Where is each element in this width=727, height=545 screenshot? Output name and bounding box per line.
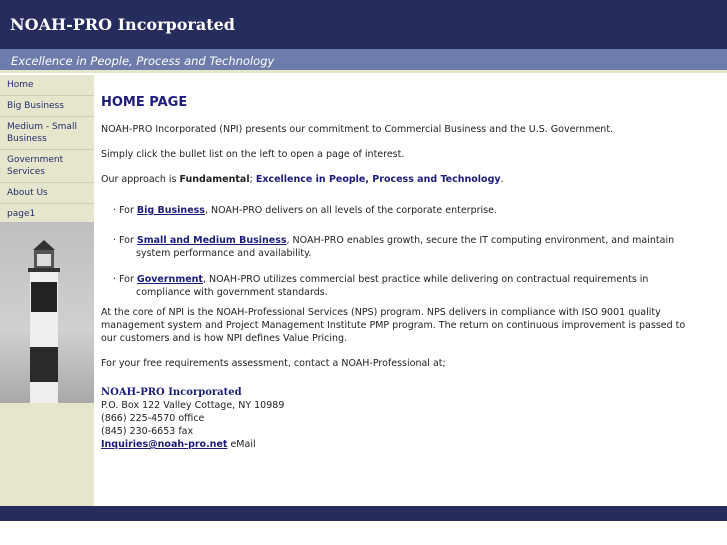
lighthouse-image (0, 222, 94, 403)
list-item (101, 204, 691, 217)
text: Fundamental (179, 174, 250, 185)
main-content (101, 96, 691, 451)
phone-fax: (845) 230-6653 fax (101, 426, 194, 437)
sidebar-item-big-business[interactable]: Big Business (0, 96, 94, 117)
company-name: NOAH-PRO Incorporated (101, 387, 242, 398)
intro-text: NOAH-PRO Incorporated (NPI) presents our commitment to Commercial Business and the U.S. Government. (101, 124, 614, 135)
nps-text: At the core of NPI is the NOAH-Professional Services (NPS) program. NPS delivers in compliance with ISO 9001 quality management system and Project Management Institute PMP program. The return on continuous improvement is passed to our customers and is how NPI defines Value Pricing. (101, 307, 686, 344)
text: Excellence in People, Process and Technology (255, 174, 501, 185)
text: · For (113, 274, 137, 285)
text: . (500, 174, 504, 185)
sidebar-item-home[interactable]: Home (0, 75, 94, 96)
address: P.O. Box 122 Valley Cottage, NY 10989 (101, 400, 285, 411)
site-header (0, 0, 727, 49)
email-link[interactable]: Inquiries@noah-pro.net (101, 439, 228, 450)
sidebar-item-medium-small-business[interactable]: Medium - Small Business (0, 117, 94, 150)
lighthouse-icon (0, 222, 94, 403)
phone-office: (866) 225-4570 office (101, 413, 205, 424)
tagline: Excellence in People, Process and Technology (11, 54, 275, 68)
text: · For (113, 205, 137, 216)
site-title: NOAH-PRO Incorporated (10, 15, 235, 34)
instruction-text: Simply click the bullet list on the left to open a page of interest. (101, 149, 405, 160)
list-item (101, 234, 691, 260)
approach-text (101, 173, 691, 186)
text: eMail (227, 439, 256, 450)
tagline-bar (0, 49, 727, 73)
text: · For (113, 235, 137, 246)
small-medium-business-link[interactable]: Small and Medium Business (136, 235, 287, 246)
sidebar-item-government-services[interactable]: Government Services (0, 150, 94, 183)
text: , NOAH-PRO enables growth, secure the IT computing environment, and maintain system performance and availability. (136, 235, 675, 259)
page-title: HOME PAGE (101, 95, 188, 110)
contact-prompt: For your free requirements assessment, contact a NOAH-Professional at; (101, 358, 446, 369)
text: Our approach is (101, 174, 180, 185)
text: , NOAH-PRO delivers on all levels of the corporate enterprise. (204, 205, 497, 216)
government-link[interactable]: Government (136, 274, 203, 285)
text: , NOAH-PRO utilizes commercial best practice while delivering on contractual requirements in compliance with government standards. (136, 274, 649, 298)
sidebar-item-page1[interactable]: page1 (0, 204, 94, 225)
big-business-link[interactable]: Big Business (136, 205, 205, 216)
text: ; (249, 174, 256, 185)
list-item (101, 273, 691, 299)
sidebar-item-about-us[interactable]: About Us (0, 183, 94, 204)
footer-bar (0, 506, 727, 521)
